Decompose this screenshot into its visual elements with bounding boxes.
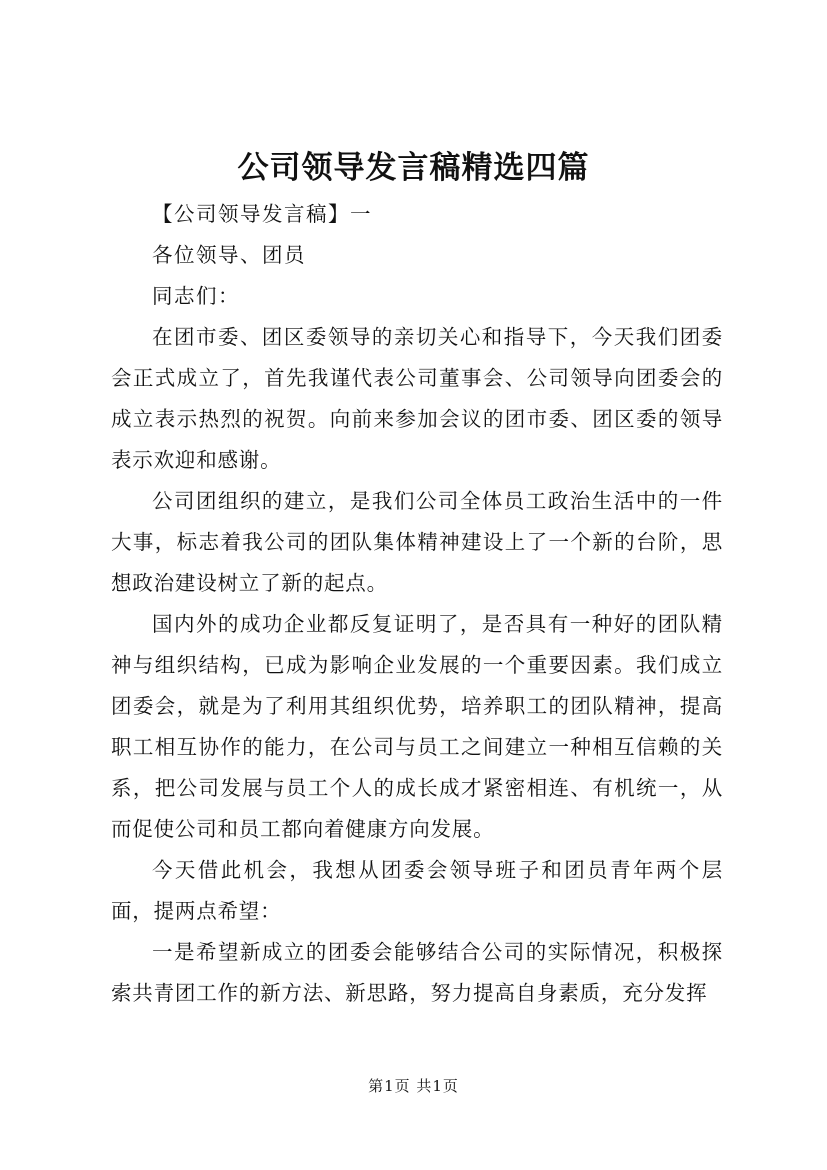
body-paragraph: 国内外的成功企业都反复证明了，是否具有一种好的团队精神与组织结构，已成为影响企业发展的一个重要因素。我们成立团委会，就是为了利用其组织优势，培养职工的团队精神，提高职工相互协作的能力，在公司与员工之间建立一种相互信赖的关系，把公司发展与员工个人的成长成才紧密相连、有机统一，从而促使公司和员工都向着健康方向发展。 xyxy=(111,612,723,841)
document-title: 公司领导发言稿精选四篇 xyxy=(237,150,590,186)
page-footer: 第1页 共1页 xyxy=(368,1077,459,1095)
section-heading: 【公司领导发言稿】一 xyxy=(152,202,372,226)
salutation-line: 各位领导、团员 xyxy=(152,243,306,267)
salutation-line: 同志们： xyxy=(152,284,240,308)
body-paragraph: 公司团组织的建立，是我们公司全体员工政治生活中的一件大事，标志着我公司的团队集体精神建设上了一个新的台阶，思想政治建设树立了新的起点。 xyxy=(111,489,723,595)
body-paragraph: 今天借此机会，我想从团委会领导班子和团员青年两个层面，提两点希望： xyxy=(111,858,723,923)
body-paragraph: 一是希望新成立的团委会能够结合公司的实际情况，积极探索共青团工作的新方法、新思路，努力提高自身素质，充分发挥 xyxy=(111,940,723,1005)
document-body xyxy=(111,194,723,1014)
body-paragraph: 在团市委、团区委领导的亲切关心和指导下，今天我们团委会正式成立了，首先我谨代表公司董事会、公司领导向团委会的成立表示热烈的祝贺。向前来参加会议的团市委、团区委的领导表示欢迎和感谢。 xyxy=(111,325,723,472)
